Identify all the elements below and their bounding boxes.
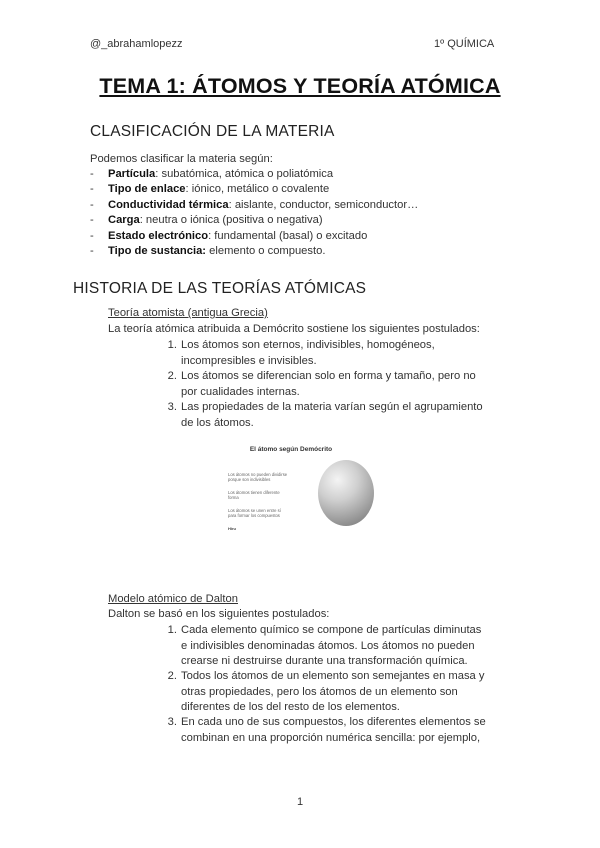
page-number: 1 — [296, 796, 304, 808]
list-item — [163, 623, 553, 670]
atom-sphere-image — [318, 460, 374, 526]
page-title: TEMA 1: ÁTOMOS Y TEORÍA ATÓMICA — [99, 74, 501, 98]
list-item: - Tipo de sustancia: elemento o compuesto. — [90, 245, 326, 257]
subsection-title-dalton: Modelo atómico de Dalton — [108, 593, 238, 605]
figure-caption-line: para formar los compuestos — [228, 513, 280, 518]
list-item: - Conductividad térmica: aislante, conductor, semiconductor… — [90, 199, 419, 211]
list-item-term: Estado electrónico — [108, 230, 209, 242]
list-item-number: 1. — [167, 339, 177, 351]
list-item-number: 2. — [167, 670, 177, 682]
header-author: @_abrahamlopezz — [90, 38, 183, 50]
figure-caption-line: Los átomos tienen diferente — [228, 490, 280, 495]
list-item-term: Tipo de enlace — [108, 183, 186, 195]
list-item-number: 2. — [167, 370, 177, 382]
list-item-line: combinan en una proporción numérica sencilla: por ejemplo, — [181, 731, 481, 744]
list-item-text: : aislante, conductor, semiconductor… — [228, 199, 419, 211]
list-item-number: 3. — [167, 716, 177, 728]
list-item — [163, 715, 553, 746]
section-heading-clasificacion: CLASIFICACIÓN DE LA MATERIA — [90, 123, 335, 140]
header-subject: 1º QUÍMICA — [434, 38, 495, 50]
list-item-line: otras propiedades, pero los átomos de un elemento son — [181, 685, 458, 698]
list-item-number: 3. — [167, 401, 177, 413]
list-item-term: Tipo de sustancia: — [108, 245, 207, 257]
section-heading-historia: HISTORIA DE LAS TEORÍAS ATÓMICAS — [73, 280, 367, 297]
list-item-line: Las propiedades de la materia varían según el agrupamiento — [181, 401, 483, 413]
list-item-text: : subatómica, atómica o poliatómica — [155, 168, 334, 180]
list-item-line: Los átomos son eternos, indivisibles, homogéneos, — [181, 339, 435, 351]
figure-logo: Hiru — [228, 526, 236, 531]
list-item-term: Conductividad térmica — [108, 199, 229, 211]
list-item-text: : neutra o iónica (positiva o negativa) — [139, 214, 323, 226]
list-item: - Tipo de enlace: iónico, metálico o covalente — [90, 183, 330, 195]
list-item-text: : iónico, metálico o covalente — [185, 183, 330, 195]
figure-caption-line: Los átomos no pueden dividirse — [228, 472, 288, 477]
list-item-line: por cualidades internas. — [181, 385, 300, 398]
list-item-line: de los átomos. — [181, 416, 254, 429]
list-item-term: Carga — [108, 214, 140, 226]
list-item: - Partícula: subatómica, atómica o poliatómica — [90, 168, 334, 180]
list-item-line: crearse ni destruirse durante una transformación química. — [181, 655, 468, 667]
subsection-title-atomista: Teoría atomista (antigua Grecia) — [108, 307, 268, 319]
figure-caption-line: forma — [228, 495, 239, 500]
democrito-atom-figure — [226, 446, 356, 538]
figure-title: El átomo según Demócrito — [249, 446, 333, 453]
list-item: - Estado electrónico: fundamental (basal) o excitado — [90, 230, 368, 242]
list-item-line: Todos los átomos de un elemento son semejantes en masa y — [181, 670, 485, 682]
list-item-line: Los átomos se diferencian solo en forma y tamaño, pero no — [181, 370, 476, 382]
list-item-text: elemento o compuesto. — [206, 245, 326, 257]
list-item — [163, 669, 553, 716]
list-item — [163, 338, 543, 369]
list-item: - Carga: neutra o iónica (positiva o negativa) — [90, 214, 323, 226]
list-item — [163, 369, 543, 400]
list-item-term: Partícula — [108, 168, 156, 180]
list-item-text: : fundamental (basal) o excitado — [208, 230, 368, 242]
figure-caption-line: porque son indivisibles — [228, 477, 271, 482]
list-item-line: En cada uno de sus compuestos, los diferentes elementos se — [181, 716, 486, 728]
figure-caption-line: Los átomos se unen entre sí — [228, 508, 281, 513]
list-item — [163, 400, 543, 431]
list-item-line: Cada elemento químico se compone de partículas diminutas — [181, 624, 482, 636]
list-item-line: e indivisibles denominadas átomos. Los átomos no pueden — [181, 639, 475, 652]
subsection-intro: La teoría atómica atribuida a Demócrito sostiene los siguientes postulados: — [108, 323, 480, 335]
list-item-line: diferentes de los del resto de los elementos. — [181, 701, 400, 713]
list-item-number: 1. — [167, 624, 177, 636]
subsection-intro: Dalton se basó en los siguientes postulados: — [108, 608, 330, 620]
list-item-line: incompresibles e invisibles. — [181, 354, 317, 367]
section-intro: Podemos clasificar la materia según: — [90, 153, 273, 165]
